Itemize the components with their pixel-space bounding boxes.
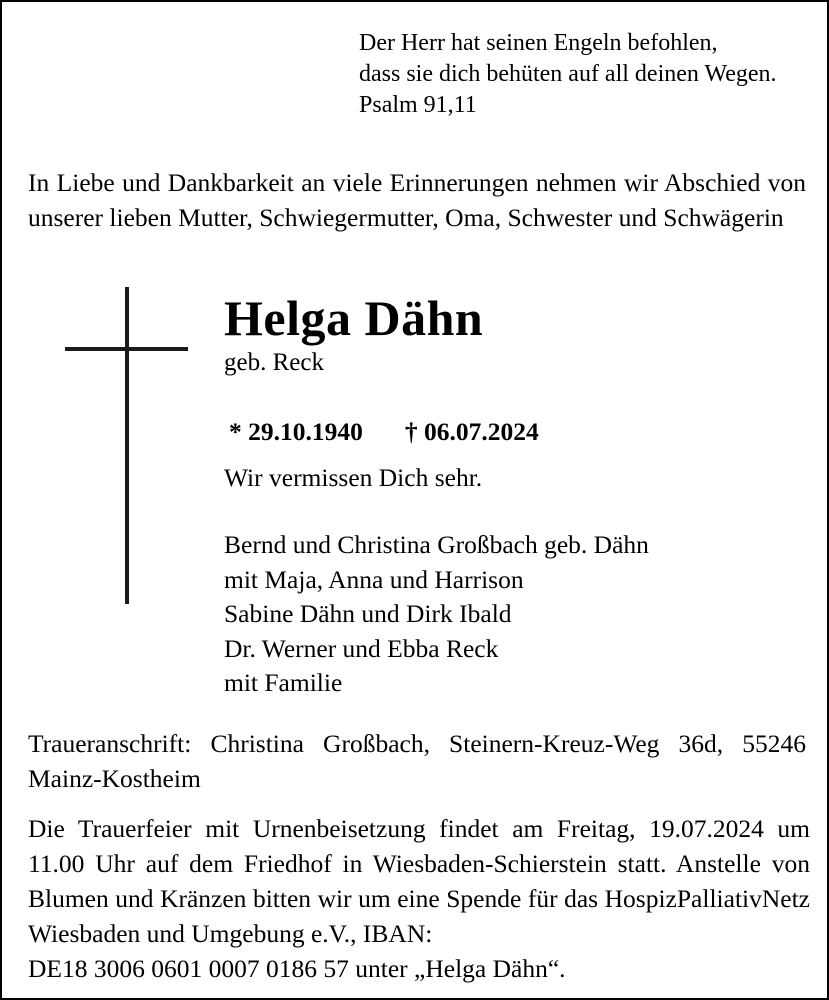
birth-star-icon: * — [229, 417, 242, 446]
ceremony-body: Die Trauerfeier mit Urnenbeisetzung findet am Freitag, 19.07.2024 um 11.00 Uhr auf dem Friedhof in Wiesbaden-Schierstein statt. Anstelle von Blumen und Kränzen bitten wir um eine Spende für das HospizPalliativNetz Wiesbaden und Umgebung e.V., IBAN: — [28, 814, 810, 948]
birth-date-group — [229, 417, 363, 446]
farewell-line: Wir vermissen Dich sehr. — [224, 463, 483, 492]
list-item: mit Familie — [224, 668, 343, 697]
birth-date: 29.10.1940 — [248, 417, 363, 446]
epigraph-block — [359, 28, 819, 121]
list-item: Bernd und Christina Großbach geb. Dähn — [224, 530, 649, 559]
donation-iban-line: DE18 3006 0601 0007 0186 57 unter „Helga Dähn“. — [28, 954, 566, 983]
dagger-icon: † — [404, 417, 418, 446]
intro-paragraph: In Liebe und Dankbarkeit an viele Erinnerungen nehmen wir Abschied von unserer lieben Mutter, Schwiegermutter, Oma, Schwester und Schwägerin — [28, 168, 806, 232]
ceremony-details — [28, 811, 810, 986]
epigraph-line-2: dass sie dich behüten auf all deinen Wegen. — [359, 61, 777, 87]
latin-cross-icon — [57, 280, 202, 610]
cross-vertical-stem — [125, 287, 129, 604]
deceased-name: Helga Dähn — [224, 290, 484, 346]
death-date: 06.07.2024 — [424, 417, 539, 446]
mourning-address: Traueranschrift: Christina Großbach, Steinern-Kreuz-Weg 36d, 55246 Mainz-Kostheim — [28, 729, 806, 793]
epigraph-line-1: Der Herr hat seinen Engeln befohlen, — [359, 30, 718, 56]
maiden-name: geb. Reck — [224, 349, 324, 376]
list-item: mit Maja, Anna und Harrison — [224, 564, 524, 594]
list-item: Sabine Dähn und Dirk Ibald — [224, 599, 512, 628]
list-item: Dr. Werner und Ebba Reck — [224, 633, 499, 663]
family-list — [224, 528, 812, 701]
cross-horizontal-bar — [65, 347, 188, 351]
notice-inner — [2, 2, 829, 1000]
death-date-group — [405, 417, 539, 446]
life-dates — [229, 417, 812, 447]
epigraph-source: Psalm 91,11 — [359, 92, 477, 118]
center-block — [222, 290, 812, 701]
